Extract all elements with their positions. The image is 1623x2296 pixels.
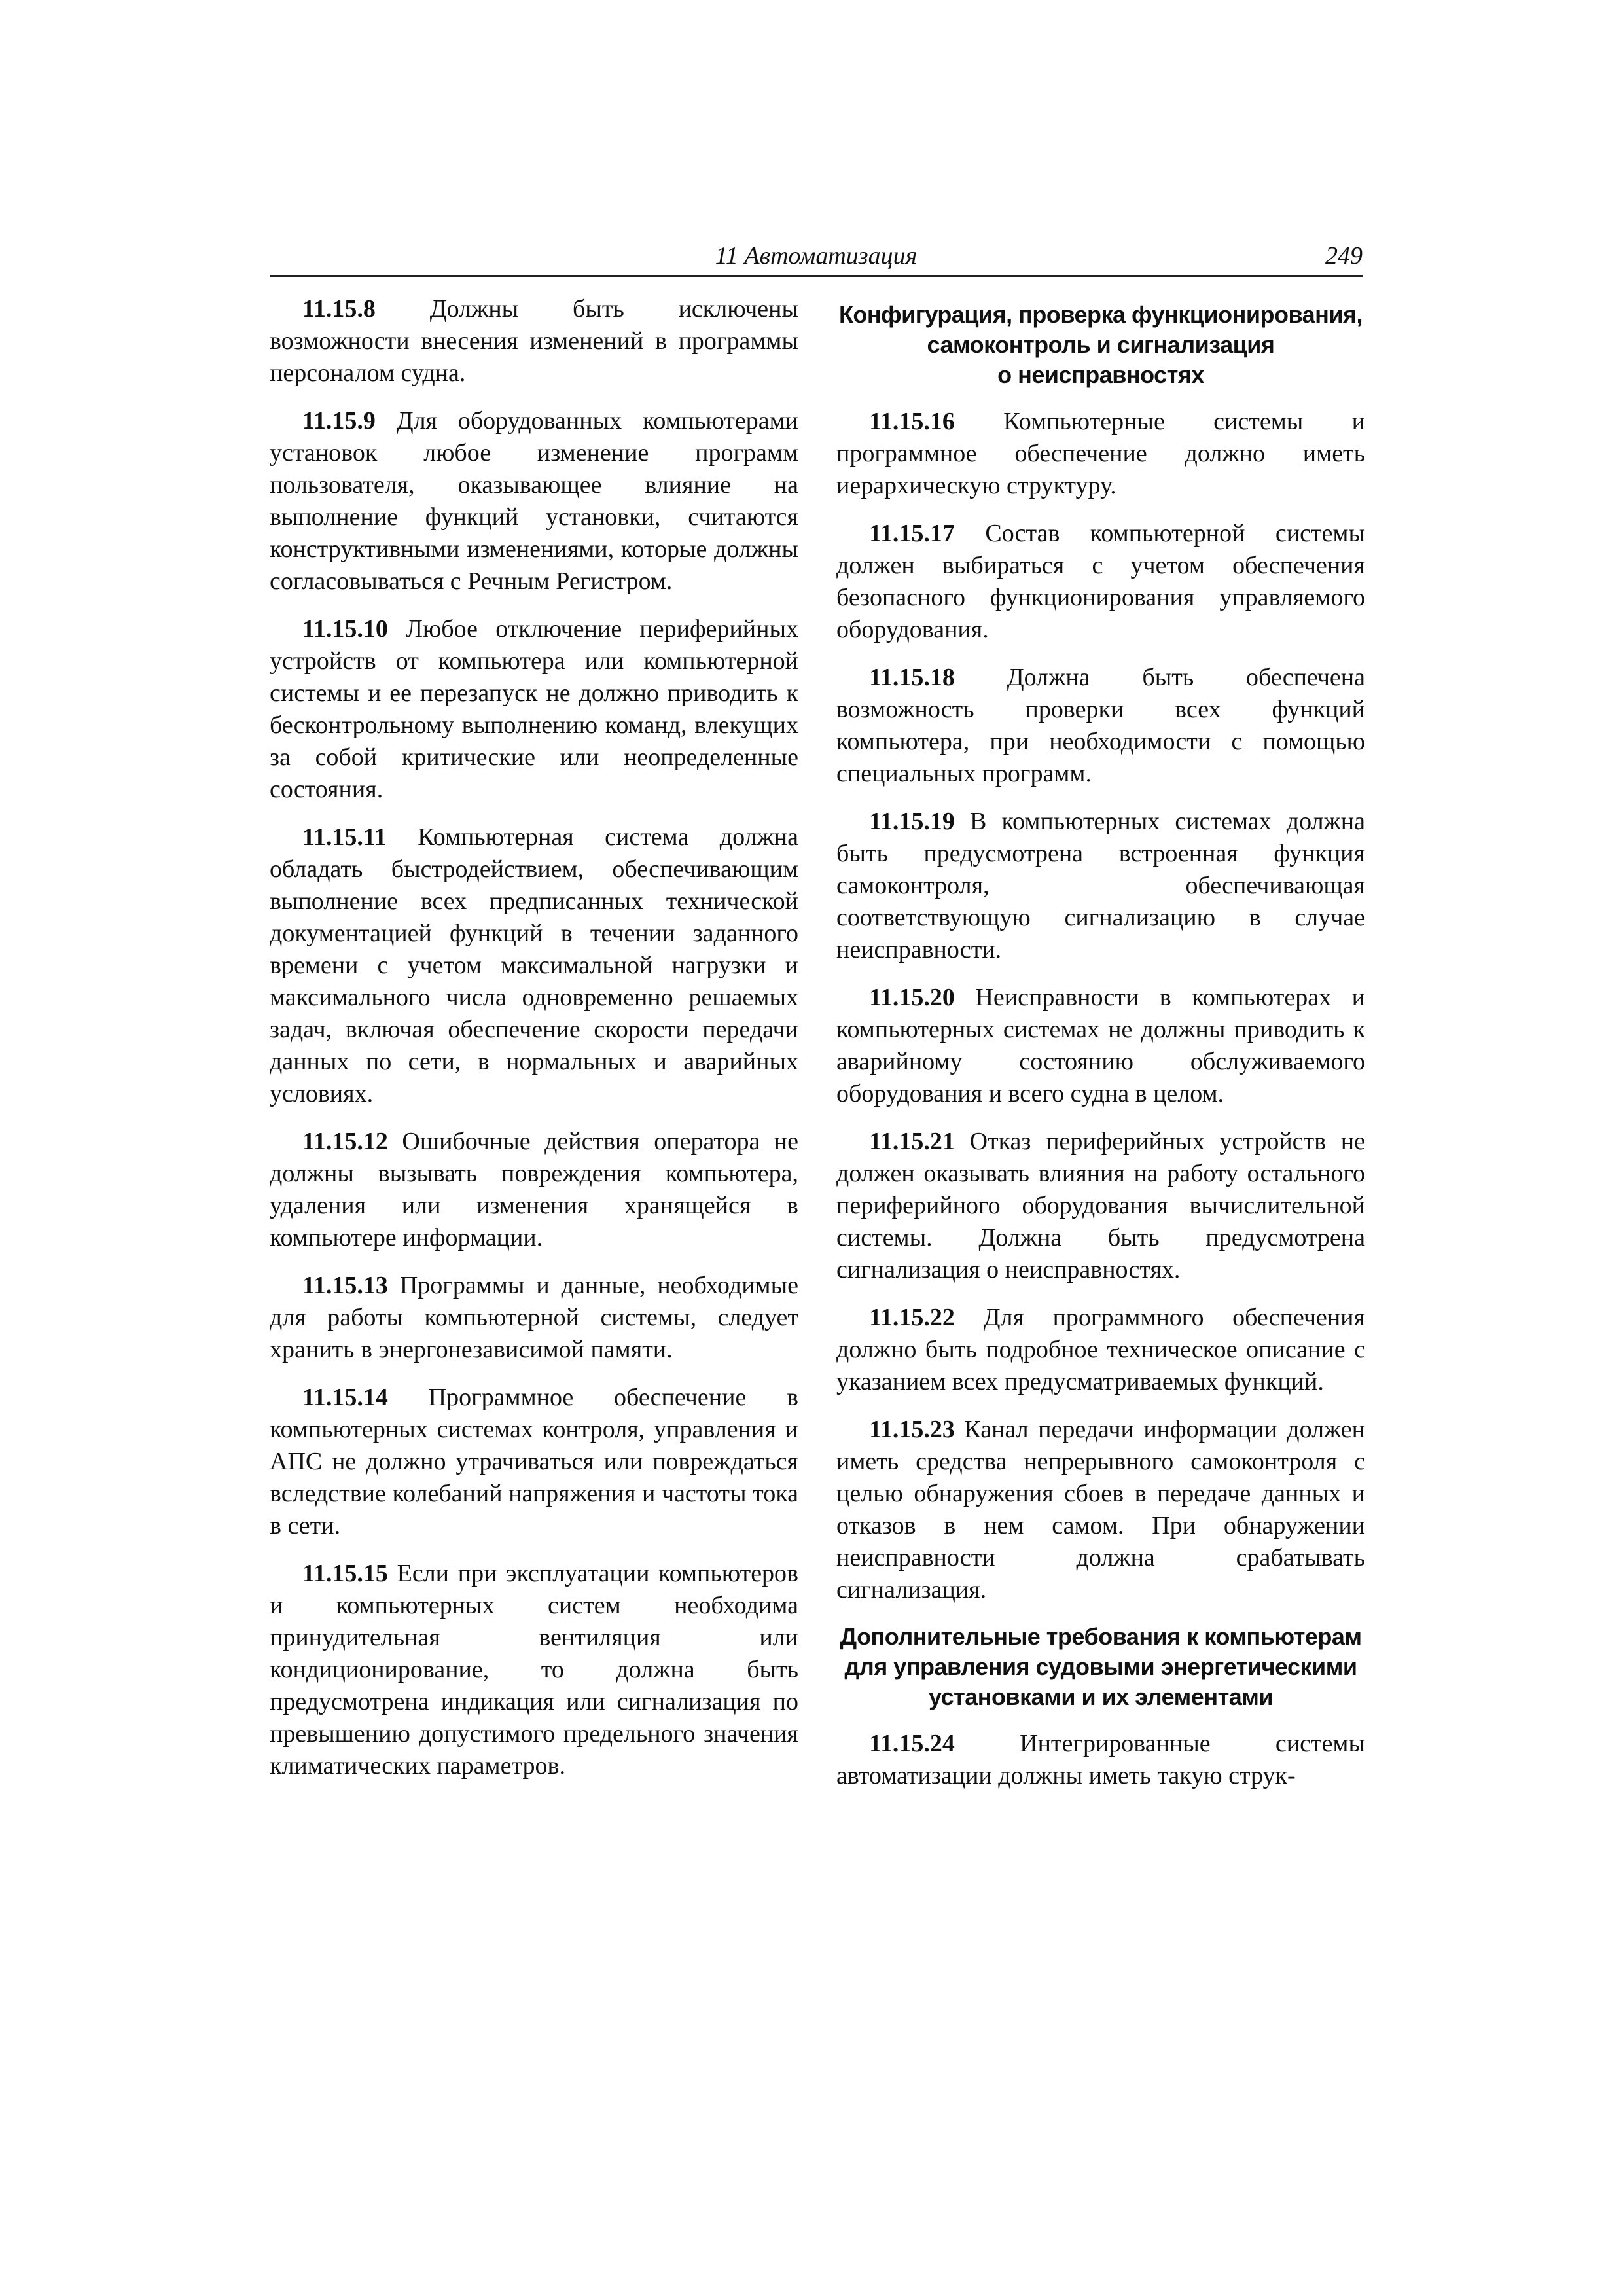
clause-text: Программы и данные, необходимые для работы компьютерной системы, следует хранить в энергонезависимой памяти. [270,1272,798,1363]
section-heading-configuration [836,300,1365,390]
heading-line: самоконтроль и сигнализация [927,331,1275,358]
clause-11-15-20 [836,982,1365,1110]
clause-text: В компьютерных системах должна быть предусмотрена встроенная функция самоконтроля, обеспечивающая соответствующую сигнализацию в случае неисправности. [836,808,1365,963]
clause-11-15-18 [836,662,1365,790]
clause-11-15-14 [270,1382,798,1542]
clause-number: 11.15.10 [302,615,388,643]
clause-text: Компьютерная система должна обладать быстродействием, обеспечивающим выполнение всех предписанных технической документацией функций в течении заданного времени с учетом максимальной нагрузки и максимального числа одновременно решаемых задач, включая обеспечение скорости передачи данных по сети, в нормальных и аварийных условиях. [270,823,798,1107]
clause-number: 11.15.21 [869,1128,955,1155]
clause-number: 11.15.18 [869,664,955,691]
clause-text: Компьютерные системы и программное обеспечение должно иметь иерархическую структуру. [836,408,1366,499]
clause-text: Программное обеспечение в компьютерных системах контроля, управления и АПС не должно утрачиваться или повреждаться вследствие колебаний напряжения и частоты тока в сети. [270,1384,798,1539]
clause-text: Ошибочные действия оператора не должны вызывать повреждения компьютера, удаления или изменения хранящейся в компьютере информации. [270,1128,799,1251]
clause-text: Состав компьютерной системы должен выбираться с учетом обеспечения безопасного функционирования управляемого оборудования. [836,520,1366,643]
clause-text: Интегрированные системы автоматизации должны иметь такую струк- [836,1730,1366,1789]
clause-number: 11.15.9 [302,407,376,435]
heading-line: о неисправностях [997,361,1204,388]
clause-11-15-9 [270,405,798,598]
clause-11-15-17 [836,518,1365,646]
running-header [270,241,1363,277]
clause-text: Отказ периферийных устройств не должен оказывать влияния на работу остального периферийного оборудования вычислительной системы. Должна быть предусмотрена сигнализация о неисправностях. [836,1128,1365,1283]
clause-text: Для оборудованных компьютерами установок любое изменение программ пользователя, оказывающее влияние на выполнение функций установки, считаются конструктивными изменениями, которые должны согласовываться с Речным Регистром. [270,407,799,595]
clause-number: 11.15.15 [302,1560,388,1587]
heading-line: для управления судовыми энергетическими [844,1653,1357,1680]
clause-11-15-11 [270,821,798,1110]
clause-number: 11.15.20 [869,984,955,1011]
clause-text: Канал передачи информации должен иметь средства непрерывного самоконтроля с целью обнаружения сбоев в передаче данных и отказов в нем самом. При обнаружении неисправности должна срабатывать сигнализация. [836,1416,1365,1604]
clause-number: 11.15.24 [869,1730,955,1757]
page-number: 249 [1325,242,1363,270]
heading-line: Дополнительные требования к компьютерам [840,1623,1362,1650]
clause-11-15-24 [836,1728,1365,1792]
clause-11-15-21 [836,1126,1365,1286]
heading-line: установками и их элементами [929,1683,1273,1710]
clause-number: 11.15.11 [302,823,387,851]
clause-number: 11.15.19 [869,808,955,835]
clause-11-15-22 [836,1302,1365,1398]
clause-11-15-12 [270,1126,798,1254]
clause-number: 11.15.14 [302,1384,388,1411]
clause-11-15-15 [270,1558,798,1782]
clause-text: Любое отключение периферийных устройств от компьютера или компьютерной системы и ее перезапуск не должно приводить к бесконтрольному выполнению команд, влекущих за собой критические или неопределенные состояния. [270,615,798,803]
clause-11-15-13 [270,1270,798,1366]
clause-number: 11.15.13 [302,1272,388,1299]
clause-text: Если при эксплуатации компьютеров и компьютерных систем необходима принудительная вентиляция или кондиционирование, то должна быть предусмотрена индикация или сигнализация по превышению допустимого предельного значения климатических параметров. [270,1560,798,1780]
clause-11-15-16 [836,406,1365,502]
clause-number: 11.15.17 [869,520,955,547]
section-heading-additional-requirements [836,1622,1365,1712]
clause-text: Неисправности в компьютерах и компьютерных системах не должны приводить к аварийному состоянию обслуживаемого оборудования и всего судна в целом. [836,984,1365,1107]
clause-number: 11.15.22 [869,1304,955,1331]
running-title: 11 Автоматизация [715,242,918,270]
heading-line: Конфигурация, проверка функционирования, [838,301,1363,328]
right-column [836,293,1365,1808]
clause-text: Для программного обеспечения должно быть подробное техническое описание с указанием всех предусматриваемых функций. [836,1304,1365,1395]
clause-text: Должны быть исключены возможности внесения изменений в программы персоналом судна. [270,295,798,387]
clause-number: 11.15.23 [869,1416,955,1443]
left-column [270,293,798,1798]
clause-11-15-10 [270,613,798,806]
clause-number: 11.15.12 [302,1128,388,1155]
clause-11-15-19 [836,806,1365,966]
clause-text: Должна быть обеспечена возможность проверки всех функций компьютера, при необходимости с помощью специальных программ. [836,664,1366,787]
clause-11-15-23 [836,1414,1365,1606]
clause-11-15-8 [270,293,798,389]
clause-number: 11.15.16 [869,408,955,435]
clause-number: 11.15.8 [302,295,376,323]
